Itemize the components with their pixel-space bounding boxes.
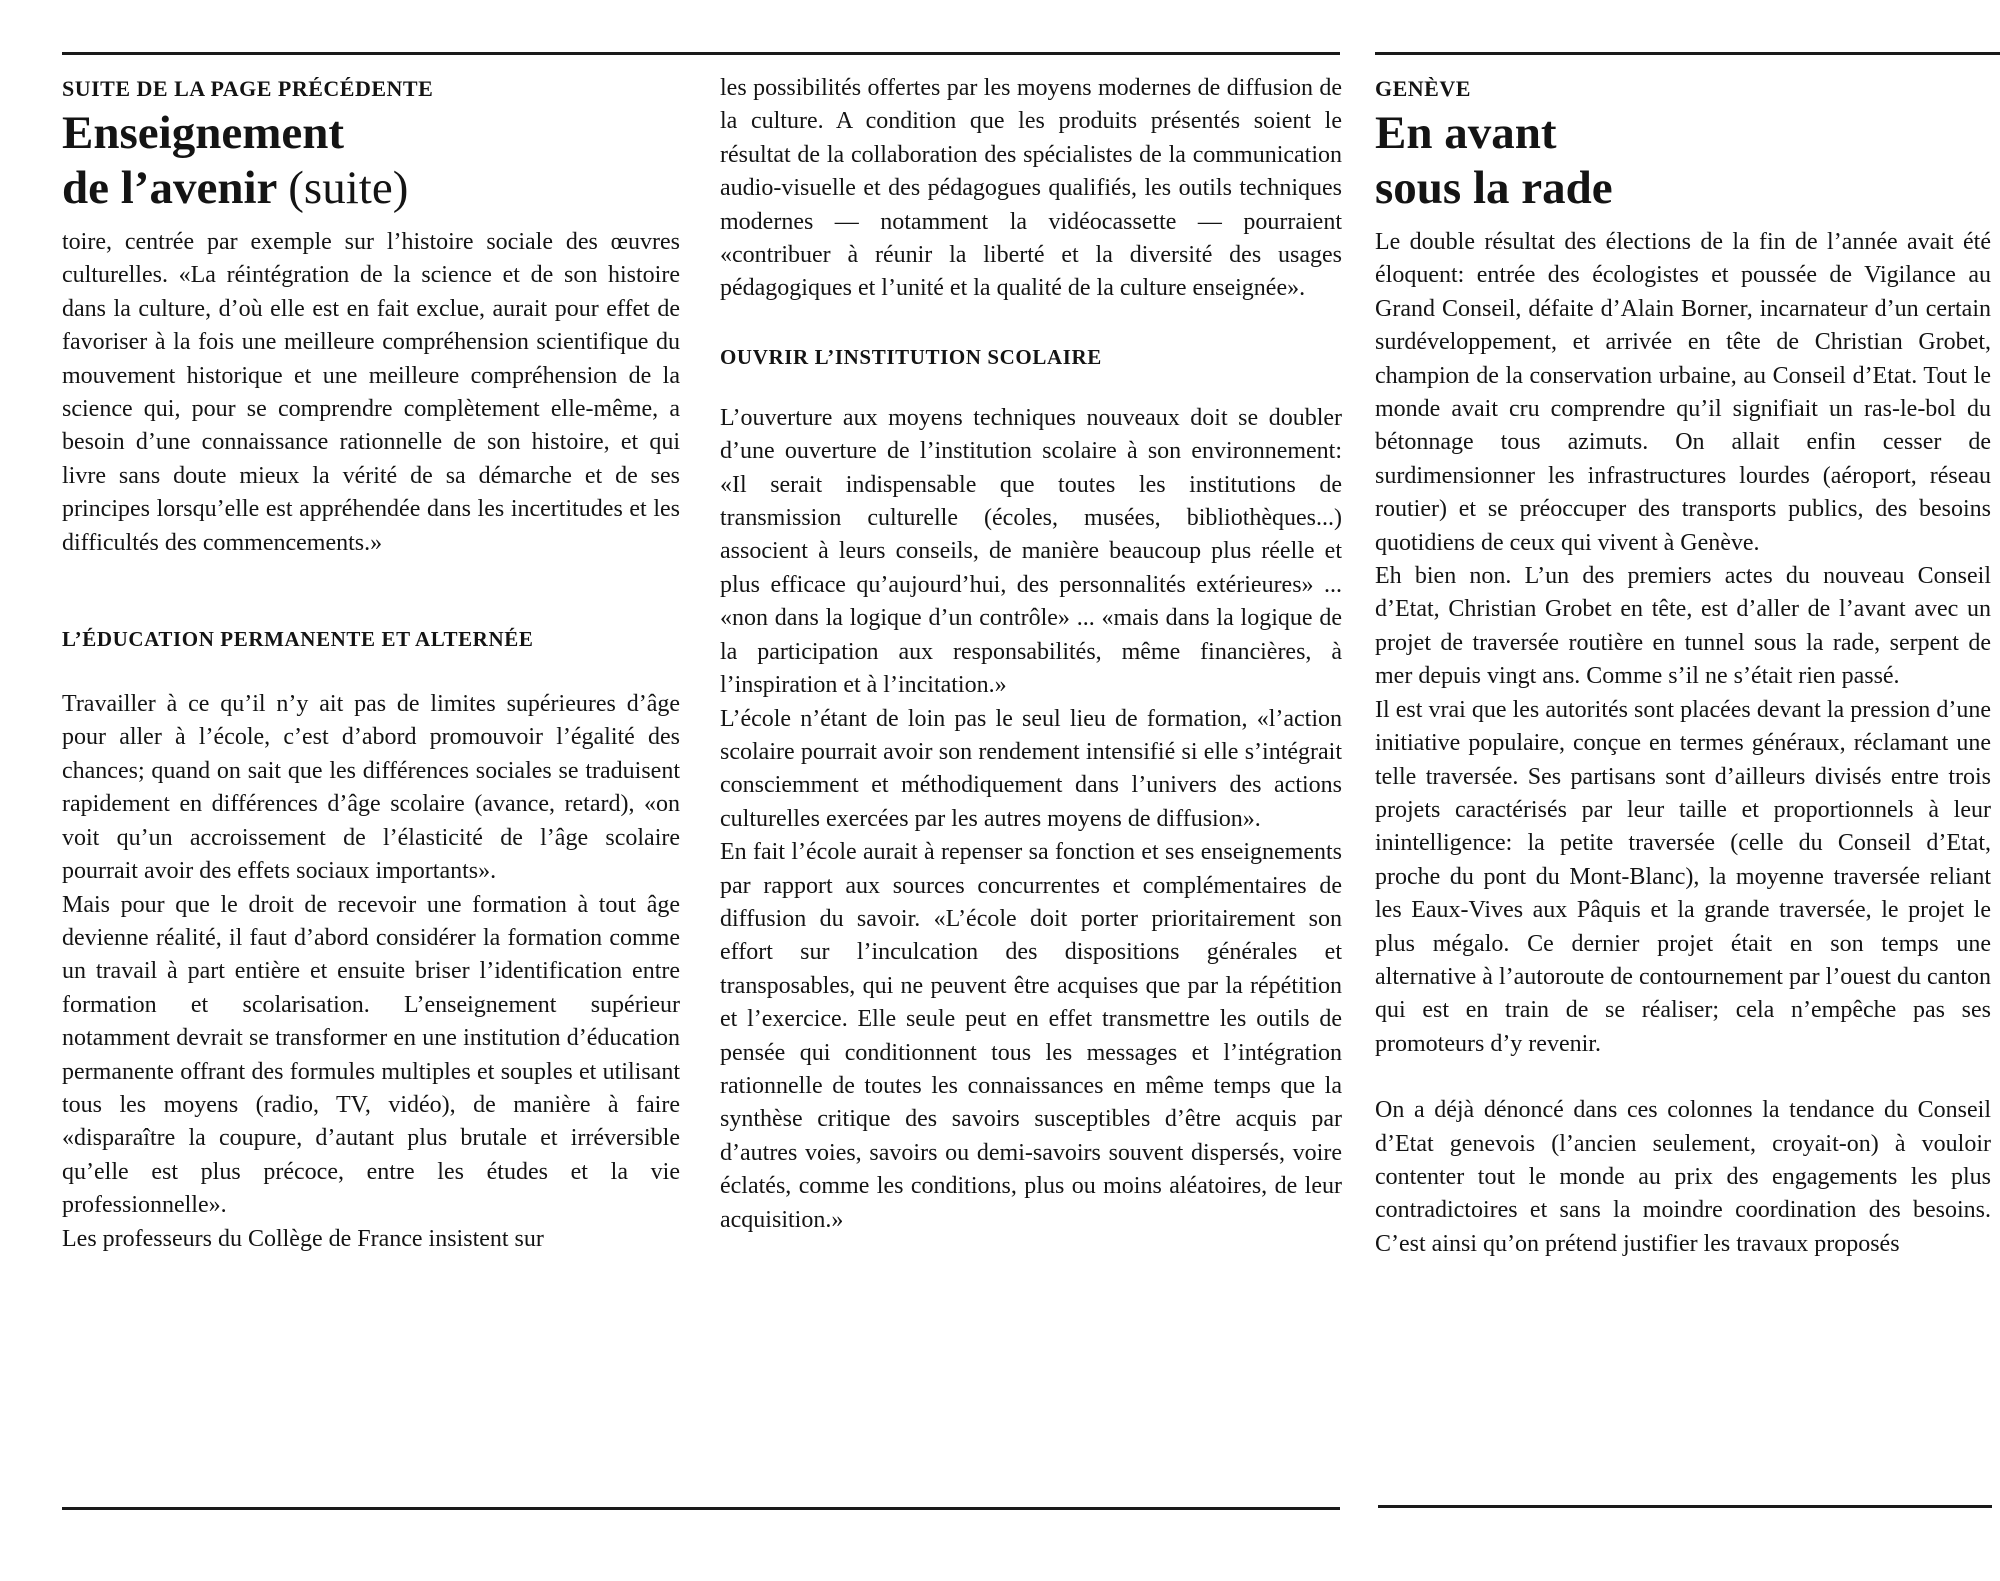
kicker-right: GENÈVE (1375, 76, 1471, 101)
paragraph: Travailler à ce qu’il n’y ait pas de limites supérieures d’âge pour aller à l’école, c’est d’abord promouvoir l’égalité des chances; quand on sait que les différences sociales se traduisent rapidement en différences d’âge scolaire (avance, retard), «on voit qu’un accroissement de l’élasticité de l’âge scolaire pourrait avoir des effets sociaux importants». (62, 691, 680, 885)
top-rule-right (1375, 52, 2000, 55)
paragraph: Il est vrai que les autorités sont placées devant la pression d’une initiative populaire, conçue en termes généraux, réclamant une telle traversée. Ses partisans sont d’ailleurs divisés entre trois projets caractérisés par leur taille et proportionnels à leur inintelligence: la petite traversée (celle du Conseil d’Etat, proche du pont du Mont-Blanc), la moyenne traversée reliant les Eaux-Vives aux Pâquis et la grande traversée, le projet le plus mégalo. Ce dernier projet était en son temps une alternative à l’autoroute de contournement par l’ouest du canton qui est en train de se réaliser; cela n’empêche pas ses promoteurs d’y revenir. (1375, 696, 1991, 1057)
bottom-rule-left (62, 1507, 1340, 1510)
subhead-institution: OUVRIR L’INSTITUTION SCOLAIRE (720, 344, 1102, 369)
spacer (62, 560, 680, 624)
column-1 (62, 72, 680, 1256)
top-rule-left (62, 52, 1340, 55)
spacer (720, 306, 1342, 342)
paragraph: Eh bien non. L’un des premiers actes du nouveau Conseil d’Etat, Christian Grobet en tête, est d’aller de l’avant avec un projet de traversée routière en tunnel sous la rade, serpent de mer depuis vingt ans. Comme s’il ne s’était rien passé. (1375, 563, 1991, 690)
headline-right-line1: En avant (1375, 107, 1557, 159)
paragraph: On a déjà dénoncé dans ces colonnes la tendance du Conseil d’Etat genevois (l’ancien seulement, croyait-on) à vouloir contenter tout le monde au prix des engagements les plus contradictoires et sans la moindre coordination des besoins. C’est ainsi qu’on prétend justifier les travaux proposés (1375, 1097, 1991, 1257)
headline-right-line2: sous la rade (1375, 162, 1613, 214)
headline-right (1375, 106, 1991, 216)
paragraph: Mais pour que le droit de recevoir une formation à tout âge devienne réalité, il faut d’abord considérer la formation comme un travail à part entière et ensuite briser l’identification entre formation et scolarisation. L’enseignement supérieur notamment devrait se transformer en une institution d’éducation permanente offrant des formules multiples et souples et utilisant tous les moyens (radio, TV, vidéo), de manière à faire «disparaître la coupure, d’autant plus brutale et irréversible qu’elle est plus précoce, entre les études et la vie professionnelle». (62, 891, 680, 1219)
kicker-left: SUITE DE LA PAGE PRÉCÉDENTE (62, 76, 434, 101)
subhead-education: L’ÉDUCATION PERMANENTE ET ALTERNÉE (62, 627, 534, 652)
paragraph: En fait l’école aurait à repenser sa fonction et ses enseignements par rapport aux sources concurrentes et complémentaires de diffusion du savoir. «L’école doit porter prioritairement son effort sur l’inculcation des dispositions générales et transposables, qui ne peuvent être acquises que par la répétition et l’exercice. Elle seule peut en effet transmettre les outils de pensée qui conditionnent tous les messages et l’intégration rationnelle de toutes les connaissances en même temps que la synthèse critique des savoirs susceptibles d’être acquis par d’autres voies, savoirs ou demi-savoirs souvent dispersés, voire éclatés, comme les conditions, plus ou moins aléatoires, de leur acquisition.» (720, 839, 1342, 1233)
paragraph: Le double résultat des élections de la fin de l’année avait été éloquent: entrée des écologistes et poussée de Vigilance au Grand Conseil, défaite d’Alain Borner, incarnateur d’un certain surdéveloppement, et arrivée en tête de Christian Grobet, champion de la conservation urbaine, au Conseil d’Etat. Tout le monde avait cru comprendre qu’il signifiait un ras-le-bol du bétonnage tous azimuts. On allait enfin cesser de surdimensionner les infrastructures lourdes (aéroport, réseau routier) et se préoccuper des transports publics, des besoins quotidiens de ceux qui vivent à Genève. (1375, 229, 1991, 556)
headline-left-line2 (62, 161, 680, 216)
bottom-rule-right (1378, 1505, 1992, 1508)
paragraph: L’ouverture aux moyens techniques nouveaux doit se doubler d’une ouverture de l’institution scolaire à son environnement: «Il serait indispensable que toutes les institutions de transmission culturelle (écoles, musées, bibliothèques...) associent à leurs conseils, de manière beaucoup plus réelle et plus efficace qu’aujourd’hui, des personnalités extérieures» ... «non dans la logique d’un contrôle» ... «mais dans la logique de la participation aux responsabilités, même financières, à l’inspiration et à l’incitation.» (720, 404, 1342, 699)
spacer (1375, 1061, 1991, 1094)
paragraph: L’école n’étant de loin pas le seul lieu de formation, «l’action scolaire pourrait avoir son rendement intensifié si elle s’intégrait consciemment et méthodiquement dans l’univers des actions culturelles exercées par les autres moyens de diffusion». (720, 705, 1342, 832)
headline-left-suffix: (suite) (288, 162, 409, 214)
headline-left-line2-bold: de l’avenir (62, 162, 277, 214)
headline-left (62, 106, 680, 216)
spacer (62, 654, 680, 688)
paragraph: Les professeurs du Collège de France insistent sur (62, 1225, 544, 1252)
headline-left-line1: Enseignement (62, 107, 344, 159)
spacer (720, 372, 1342, 402)
paragraph: les possibilités offertes par les moyens modernes de diffusion de la culture. A condition que les produits présentés soient le résultat de la collaboration des spécialistes de la communication audio-visuelle et des pédagogues qualifiés, les outils techniques modernes — notamment la vidéocassette — pourraient «contribuer à réunir la liberté et la diversité des usages pédagogiques et l’unité et la qualité de la culture enseignée». (720, 75, 1342, 302)
column-3 (1375, 72, 1991, 1261)
paragraph: toire, centrée par exemple sur l’histoire sociale des œuvres culturelles. «La réintégration de la science et de son histoire dans la culture, d’où elle est en fait exclue, aurait pour effet de favoriser à la fois une meilleure compréhension scientifique du mouvement historique et une meilleure compréhension de la science qui, pour se comprendre complètement elle-même, a besoin d’une connaissance rationnelle de son histoire, et qui livre sans doute mieux la vérité de sa démarche et de ses principes lorsqu’elle est appréhendée dans les incertitudes et les difficultés des commencements.» (62, 229, 680, 556)
column-2 (720, 72, 1342, 1237)
